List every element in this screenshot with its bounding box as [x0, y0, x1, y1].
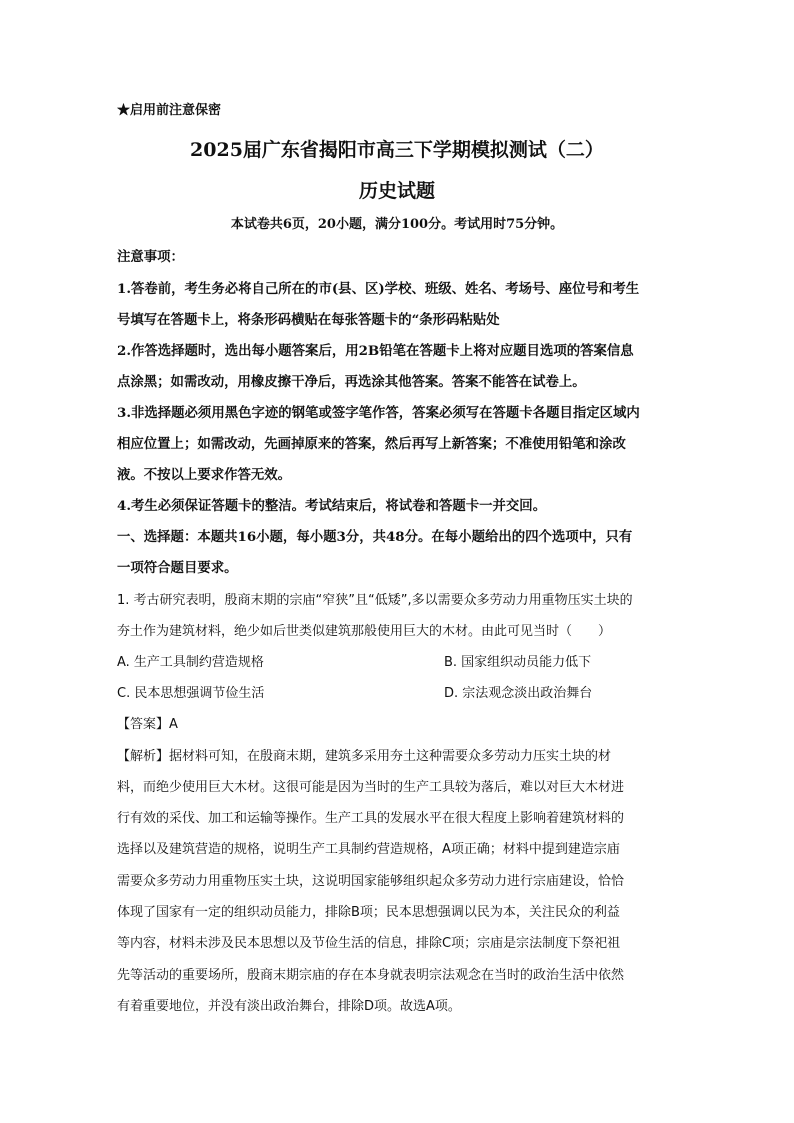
note-line: 号填写在答题卡上，将条形码横贴在每张答题卡的“条形码粘贴处	[117, 312, 500, 328]
answer-label: 【答案】A	[117, 717, 178, 732]
section-heading: 一、选择题：本题共16小题，每小题3分，共48分。在每小题给出的四个选项中，只有	[117, 529, 633, 545]
analysis-line: 等内容，材料未涉及民本思想以及节俭生活的信息，排除C项；宗庙是宗法制度下祭祀祖	[117, 936, 621, 951]
question-stem: 1. 考古研究表明，殷商末期的宗庙“窄狭”且“低矮”,多以需要众多劳动力用重物压实土块的	[117, 593, 633, 608]
section-heading-cont: 一项符合题目要求。	[117, 560, 238, 576]
analysis-line: 需要众多劳动力用重物压实土块，这说明国家能够组织起众多劳动力进行宗庙建设，恰恰	[117, 874, 625, 889]
option-c: C. 民本思想强调节俭生活	[117, 686, 265, 701]
notes-heading: 注意事项：	[117, 249, 184, 265]
exam-info: 本试卷共6页，20小题，满分100分。考试用时75分钟。	[230, 217, 564, 232]
analysis-line: 体现了国家有一定的组织动员能力，排除B项；民本思想强调以民为本，关注民众的利益	[117, 905, 620, 920]
analysis-line: 有着重要地位，并没有淡出政治舞台，排除D项。故选A项。	[117, 999, 461, 1014]
analysis-line: 料，而绝少使用巨大木材。这很可能是因为当时的生产工具较为落后，难以对巨大木材进	[117, 780, 625, 795]
subject-title: 历史试题	[358, 180, 435, 202]
note-line: 液。不按以上要求作答无效。	[117, 467, 292, 483]
note-line: 4.考生必须保证答题卡的整洁。考试结束后，将试卷和答题卡一并交回。	[117, 498, 547, 514]
analysis-line: 行有效的采伐、加工和运输等操作。生产工具的发展水平在很大程度上影响着建筑材料的	[117, 811, 625, 826]
option-b: B. 国家组织动员能力低下	[444, 655, 592, 670]
analysis-line: 【解析】据材料可知，在殷商末期，建筑多采用夯土这种需要众多劳动力压实土块的材	[117, 749, 612, 764]
option-d: D. 宗法观念淡出政治舞台	[444, 686, 593, 701]
question-stem-cont: 夯土作为建筑材料，绝少如后世类似建筑那般使用巨大的木材。由此可见当时（ ）	[117, 624, 612, 639]
confidential-mark: ★启用前注意保密	[117, 103, 222, 118]
note-line: 1.答卷前，考生务必将自己所在的市(县、区)学校、班级、姓名、考场号、座位号和考生	[117, 281, 640, 297]
note-line: 点涂黑；如需改动，用橡皮擦干净后，再选涂其他答案。答案不能答在试卷上。	[117, 374, 586, 390]
option-a: A. 生产工具制约营造规格	[117, 655, 264, 670]
analysis-line: 先等活动的重要场所，殷商末期宗庙的存在本身就表明宗法观念在当时的政治生活中依然	[117, 968, 625, 983]
note-line: 2.作答选择题时，选出每小题答案后，用2B铅笔在答题卡上将对应题目选项的答案信息	[117, 343, 634, 359]
exam-title: 2025届广东省揭阳市高三下学期模拟测试（二）	[190, 139, 604, 161]
note-line: 3.非选择题必须用黑色字迹的钢笔或签字笔作答，答案必须写在答题卡各题目指定区域内	[117, 405, 640, 421]
note-line: 相应位置上；如需改动，先画掉原来的答案，然后再写上新答案；不准使用铅笔和涂改	[117, 436, 626, 452]
analysis-line: 选择以及建筑营造的规格，说明生产工具制约营造规格，A项正确；材料中提到建造宗庙	[117, 842, 620, 857]
